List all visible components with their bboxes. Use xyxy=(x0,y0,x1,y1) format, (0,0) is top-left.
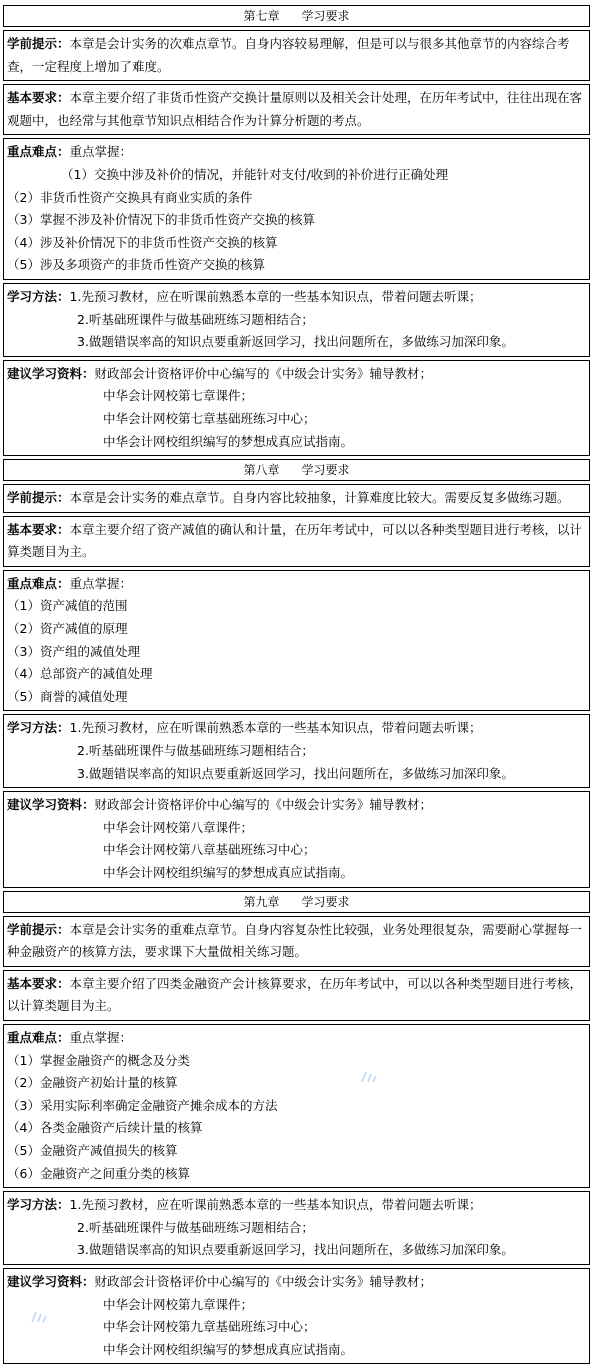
materials-first-line xyxy=(7,794,586,817)
study-method-section xyxy=(3,1191,590,1265)
chapter-header xyxy=(3,891,590,913)
method-item: 3.做题错误率高的知识点要重新返回学习，找出问题所在，多做练习加深印象。 xyxy=(77,1242,514,1258)
key-point-item: （1）交换中涉及补价的情况，并能针对支付/收到的补价进行正确处理 xyxy=(61,166,449,182)
key-point-item: （3）掌握不涉及补价情况下的非货币性资产交换的核算 xyxy=(7,212,315,228)
study-method-section xyxy=(3,283,590,357)
chapter-header xyxy=(3,459,590,481)
material-item: 中华会计网校第八章课件； xyxy=(103,819,254,835)
chapter-heading: 学习要求 xyxy=(301,9,350,23)
method-first-line xyxy=(7,1194,586,1217)
key-point-item: （3）资产组的减值处理 xyxy=(7,643,140,659)
method-item: 2.听基础班课件与做基础班练习题相结合； xyxy=(77,1219,314,1235)
chapter-heading: 学习要求 xyxy=(301,463,350,478)
preface-section xyxy=(3,484,590,513)
key-point-item: （4）总部资产的减值处理 xyxy=(7,666,153,682)
scan-mark xyxy=(30,1310,50,1324)
key-points-heading xyxy=(7,141,586,164)
key-point-item: （5）商誉的减值处理 xyxy=(7,688,128,704)
key-point-item: （6）金融资产之间重分类的核算 xyxy=(7,1165,190,1181)
key-label: 重点难点： xyxy=(7,575,70,591)
method-item: 1.先预习教材，应在听课前熟悉本章的一些基本知识点，带着问题去听课； xyxy=(69,1197,482,1213)
method-label: 学习方法： xyxy=(7,1197,70,1213)
material-item: 财政部会计资格评价中心编写的《中级会计实务》辅导教材； xyxy=(94,1273,433,1289)
materials-section xyxy=(3,1268,590,1364)
key-label: 重点难点： xyxy=(7,1029,70,1045)
key-point-item: （4）各类金融资产后续计量的核算 xyxy=(7,1120,203,1136)
key-points-section xyxy=(3,1024,590,1188)
basic-label: 基本要求： xyxy=(7,521,70,537)
materials-label: 建议学习资料： xyxy=(7,1273,95,1289)
method-item: 1.先预习教材，应在听课前熟悉本章的一些基本知识点，带着问题去听课； xyxy=(69,720,482,736)
chapter-number: 第九章 xyxy=(243,894,280,909)
key-point-item: （5）涉及多项资产的非货币性资产交换的核算 xyxy=(7,257,265,273)
method-item: 3.做题错误率高的知识点要重新返回学习，找出问题所在，多做练习加深印象。 xyxy=(77,765,514,781)
preface-text: 本章是会计实务的重难点章节。自身内容复杂性比较强，业务处理很复杂，需要耐心掌握每一种金融资产的核算方法，要求课下大量做相关练习题。 xyxy=(7,921,583,960)
basic-requirements-section xyxy=(3,516,590,567)
key-points-heading xyxy=(7,573,586,596)
preface-label: 学前提示： xyxy=(7,490,70,506)
materials-section xyxy=(3,360,590,456)
key-points-section xyxy=(3,138,590,280)
material-item: 中华会计网校组织编写的梦想成真应试指南。 xyxy=(103,865,354,880)
method-item: 2.听基础班课件与做基础班练习题相结合； xyxy=(77,743,314,759)
preface-text: 本章是会计实务的难点章节。自身内容比较抽象，计算难度比较大。需要反复多做练习题。 xyxy=(69,490,570,506)
key-intro: 重点掌握： xyxy=(69,575,133,591)
key-point-item: （1）掌握金融资产的概念及分类 xyxy=(7,1052,190,1068)
basic-text: 本章主要介绍了资产减值的确认和计量，在历年考试中，可以以各种类型题目进行考核，以计算类题目为主。 xyxy=(7,521,583,560)
method-item: 2.听基础班课件与做基础班练习题相结合； xyxy=(77,311,314,327)
material-item: 中华会计网校第八章基础班练习中心； xyxy=(103,842,316,858)
preface-label: 学前提示： xyxy=(7,921,70,937)
material-item: 中华会计网校第九章基础班练习中心； xyxy=(103,1319,316,1335)
key-point-item: （2）非货币性资产交换具有商业实质的条件 xyxy=(7,189,253,205)
method-label: 学习方法： xyxy=(7,288,70,304)
chapter-number: 第八章 xyxy=(243,463,280,478)
method-item: 3.做题错误率高的知识点要重新返回学习，找出问题所在，多做练习加深印象。 xyxy=(77,334,514,350)
key-label: 重点难点： xyxy=(7,144,70,160)
material-item: 中华会计网校第九章课件； xyxy=(103,1296,254,1312)
materials-label: 建议学习资料： xyxy=(7,797,95,813)
study-method-section xyxy=(3,714,590,788)
material-item: 中华会计网校组织编写的梦想成真应试指南。 xyxy=(103,433,354,449)
key-point-item: （5）金融资产减值损失的核算 xyxy=(7,1142,178,1158)
materials-first-line xyxy=(7,363,586,386)
key-point-item: （1）资产减值的范围 xyxy=(7,598,128,614)
key-point-item: （3）采用实际利率确定金融资产摊余成本的方法 xyxy=(7,1097,278,1113)
chapter-header xyxy=(3,5,590,27)
basic-text: 本章主要介绍了四类金融资产会计核算要求，在历年考试中，可以以各种类型题目进行考核，以计算类题目为主。 xyxy=(7,975,583,1014)
study-requirements-document xyxy=(3,2,590,1364)
material-item: 中华会计网校第七章课件； xyxy=(103,388,254,404)
materials-label: 建议学习资料： xyxy=(7,365,95,381)
material-item: 中华会计网校第七章基础班练习中心； xyxy=(103,410,316,426)
key-point-item: （2）资产减值的原理 xyxy=(7,621,128,637)
materials-first-line xyxy=(7,1271,586,1294)
method-first-line xyxy=(7,717,586,740)
material-item: 财政部会计资格评价中心编写的《中级会计实务》辅导教材； xyxy=(94,365,433,381)
preface-text: 本章是会计实务的次难点章节。自身内容较易理解，但是可以与很多其他章节的内容综合考查，一定程度上增加了难度。 xyxy=(7,36,570,74)
material-item: 中华会计网校组织编写的梦想成真应试指南。 xyxy=(103,1341,354,1357)
scan-mark xyxy=(360,1070,380,1084)
method-first-line xyxy=(7,286,586,309)
material-item: 财政部会计资格评价中心编写的《中级会计实务》辅导教材； xyxy=(94,797,433,813)
key-points-section xyxy=(3,570,590,712)
chapter-heading: 学习要求 xyxy=(301,894,350,909)
key-points-heading xyxy=(7,1027,586,1050)
basic-requirements-section xyxy=(3,970,590,1021)
preface-section xyxy=(3,916,590,967)
basic-requirements-section xyxy=(3,84,590,135)
chapter-number: 第七章 xyxy=(243,9,280,23)
preface-label: 学前提示： xyxy=(7,36,70,51)
basic-label: 基本要求： xyxy=(7,975,70,991)
basic-text: 本章主要介绍了非货币性资产交换计量原则以及相关会计处理，在历年考试中，往往出现在客观题中，也经常与其他章节知识点相结合作为计算分析题的考点。 xyxy=(7,90,583,128)
preface-section xyxy=(3,30,590,81)
key-intro: 重点掌握： xyxy=(69,144,133,160)
method-label: 学习方法： xyxy=(7,720,70,736)
key-point-item: （4）涉及补价情况下的非货币性资产交换的核算 xyxy=(7,234,278,250)
materials-section xyxy=(3,791,590,887)
key-intro: 重点掌握： xyxy=(69,1029,133,1045)
method-item: 1.先预习教材，应在听课前熟悉本章的一些基本知识点，带着问题去听课； xyxy=(69,288,482,304)
key-point-item: （2）金融资产初始计量的核算 xyxy=(7,1075,178,1091)
basic-label: 基本要求： xyxy=(7,90,70,106)
